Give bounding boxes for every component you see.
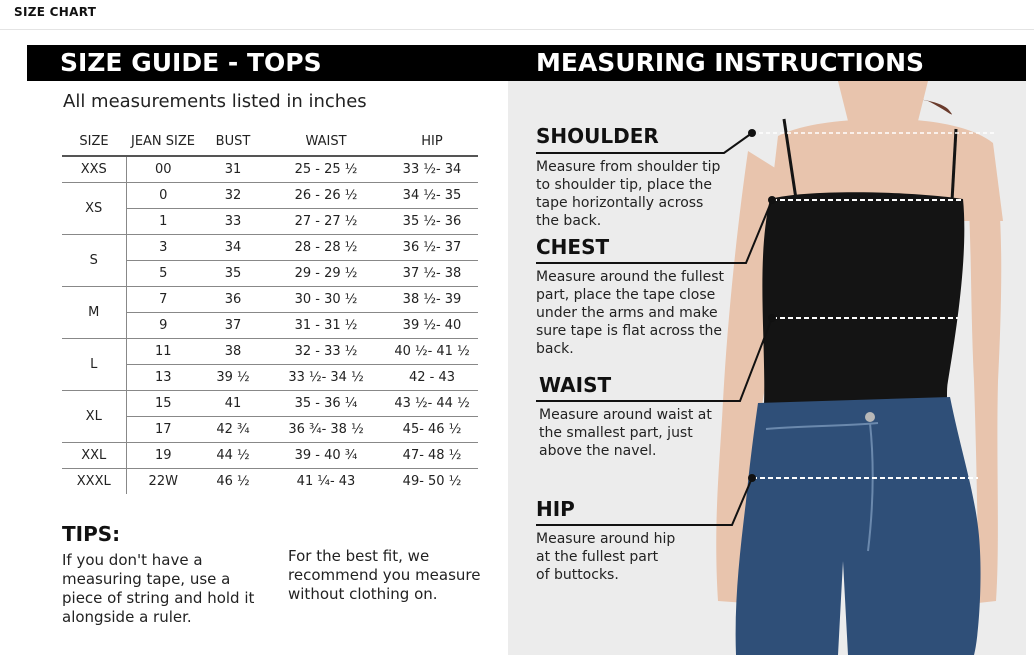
jean-cell: 1 (126, 208, 200, 234)
bust-cell: 46 ½ (216, 473, 250, 489)
waist-cell: 30 - 30 ½ (266, 286, 386, 312)
tips-heading: TIPS: (62, 522, 121, 546)
jean-cell: 00 (126, 156, 200, 182)
bust-cell: 35 (200, 260, 266, 286)
bust-cell: 39 ½ (200, 364, 266, 390)
tip-text: If you don't have a measuring tape, use a piece of string and hold it alongside a ruler. (62, 551, 255, 626)
hip-cell: 42 - 43 (386, 364, 478, 390)
jean-cell: 9 (126, 312, 200, 338)
size-cell: M (62, 286, 126, 338)
jean-cell: 0 (126, 182, 200, 208)
size-cell: XXS (62, 156, 126, 182)
page-title: SIZE CHART (14, 5, 97, 19)
hip-cell: 49- 50 ½ (402, 473, 462, 489)
waist-cell: 26 - 26 ½ (266, 182, 386, 208)
jeans-button (865, 412, 875, 422)
table-row (62, 468, 478, 494)
bust-cell: 31 (200, 156, 266, 182)
shoulder-dot (748, 129, 756, 137)
table-row (62, 390, 478, 416)
bust-cell: 32 (200, 182, 266, 208)
waist-heading: WAIST (539, 373, 612, 397)
jean-cell: 17 (126, 416, 200, 442)
hip-cell: 45- 46 ½ (386, 416, 478, 442)
table-row (62, 442, 478, 468)
bust-cell: 36 (200, 286, 266, 312)
jean-cell: 7 (126, 286, 200, 312)
size-cell: S (62, 234, 126, 286)
table-row (62, 182, 478, 208)
waist-text: Measure around waist at the smallest part, just above the navel. (539, 407, 712, 459)
table-row (62, 234, 478, 260)
hip-cell: 34 ½- 35 (386, 182, 478, 208)
table-row (62, 286, 478, 312)
size-guide-title: SIZE GUIDE - TOPS (60, 48, 322, 77)
bust-cell: 34 (200, 234, 266, 260)
hip-cell: 43 ½- 44 ½ (386, 390, 478, 416)
waist-cell: 25 - 25 ½ (266, 156, 386, 182)
hip-heading: HIP (536, 497, 575, 521)
measuring-instructions-title: MEASURING INSTRUCTIONS (536, 48, 925, 77)
jean-cell: 3 (126, 234, 200, 260)
black-top (762, 192, 964, 406)
size-cell: XXL (62, 442, 126, 468)
waist-cell: 32 - 33 ½ (266, 338, 386, 364)
jean-cell: 11 (126, 338, 200, 364)
table-row (62, 338, 478, 364)
waist-dot (768, 314, 776, 322)
jean-cell: 15 (126, 390, 200, 416)
size-table-body (62, 156, 478, 494)
waist-cell: 27 - 27 ½ (266, 208, 386, 234)
chest-text: Measure around the fullest part, place the tape close under the arms and make sure tape is flat across the back. (536, 269, 725, 357)
jeans (736, 397, 981, 655)
waist-cell: 39 - 40 ¾ (266, 442, 386, 468)
hip-cell: 40 ½- 41 ½ (386, 338, 478, 364)
neck (838, 81, 928, 121)
bust-cell: 33 (200, 208, 266, 234)
column-header: JEAN SIZE (126, 127, 200, 156)
tip-text: For the best fit, we recommend you measure without clothing on. (288, 547, 481, 603)
hip-text: Measure around hip at the fullest part of buttocks. (536, 531, 676, 583)
size-table (62, 127, 478, 494)
shoulder-heading: SHOULDER (536, 124, 659, 148)
waist-cell: 28 - 28 ½ (266, 234, 386, 260)
jean-cell: 19 (126, 442, 200, 468)
chest-heading: CHEST (536, 235, 610, 259)
hip-cell: 35 ½- 36 (386, 208, 478, 234)
table-row (62, 156, 478, 182)
hip-cell: 38 ½- 39 (386, 286, 478, 312)
jean-cell: 22W (148, 473, 178, 489)
waist-cell: 31 - 31 ½ (266, 312, 386, 338)
shoulder-text: Measure from shoulder tip to shoulder tip, place the tape horizontally across the back. (536, 159, 721, 229)
bust-cell: 41 (200, 390, 266, 416)
size-cell: L (62, 338, 126, 390)
bust-cell: 38 (200, 338, 266, 364)
size-cell: XS (62, 182, 126, 234)
hip-cell: 36 ½- 37 (386, 234, 478, 260)
hip-cell: 33 ½- 34 (386, 156, 478, 182)
title-bar (27, 45, 1026, 81)
size-cell: XXXL (62, 468, 126, 494)
waist-cell: 29 - 29 ½ (266, 260, 386, 286)
header-bar (0, 0, 1034, 30)
waist-cell: 36 ¾- 38 ½ (266, 416, 386, 442)
jean-cell: 13 (126, 364, 200, 390)
hip-cell: 39 ½- 40 (386, 312, 478, 338)
column-header: HIP (386, 127, 478, 156)
hip-dot (748, 474, 756, 482)
waist-cell: 35 - 36 ¼ (266, 390, 386, 416)
waist-cell: 41 ¼- 43 (296, 473, 356, 489)
bust-cell: 42 ¾ (200, 416, 266, 442)
hip-cell: 47- 48 ½ (386, 442, 478, 468)
waist-cell: 33 ½- 34 ½ (266, 364, 386, 390)
column-header: SIZE (62, 127, 126, 156)
column-header: WAIST (266, 127, 386, 156)
table-header-row (62, 127, 478, 156)
bust-cell: 37 (200, 312, 266, 338)
bust-cell: 44 ½ (200, 442, 266, 468)
column-header: BUST (200, 127, 266, 156)
hip-cell: 37 ½- 38 (386, 260, 478, 286)
jean-cell: 5 (126, 260, 200, 286)
chest-dot (768, 196, 776, 204)
size-guide-subtitle: All measurements listed in inches (63, 91, 367, 112)
size-cell: XL (62, 390, 126, 442)
